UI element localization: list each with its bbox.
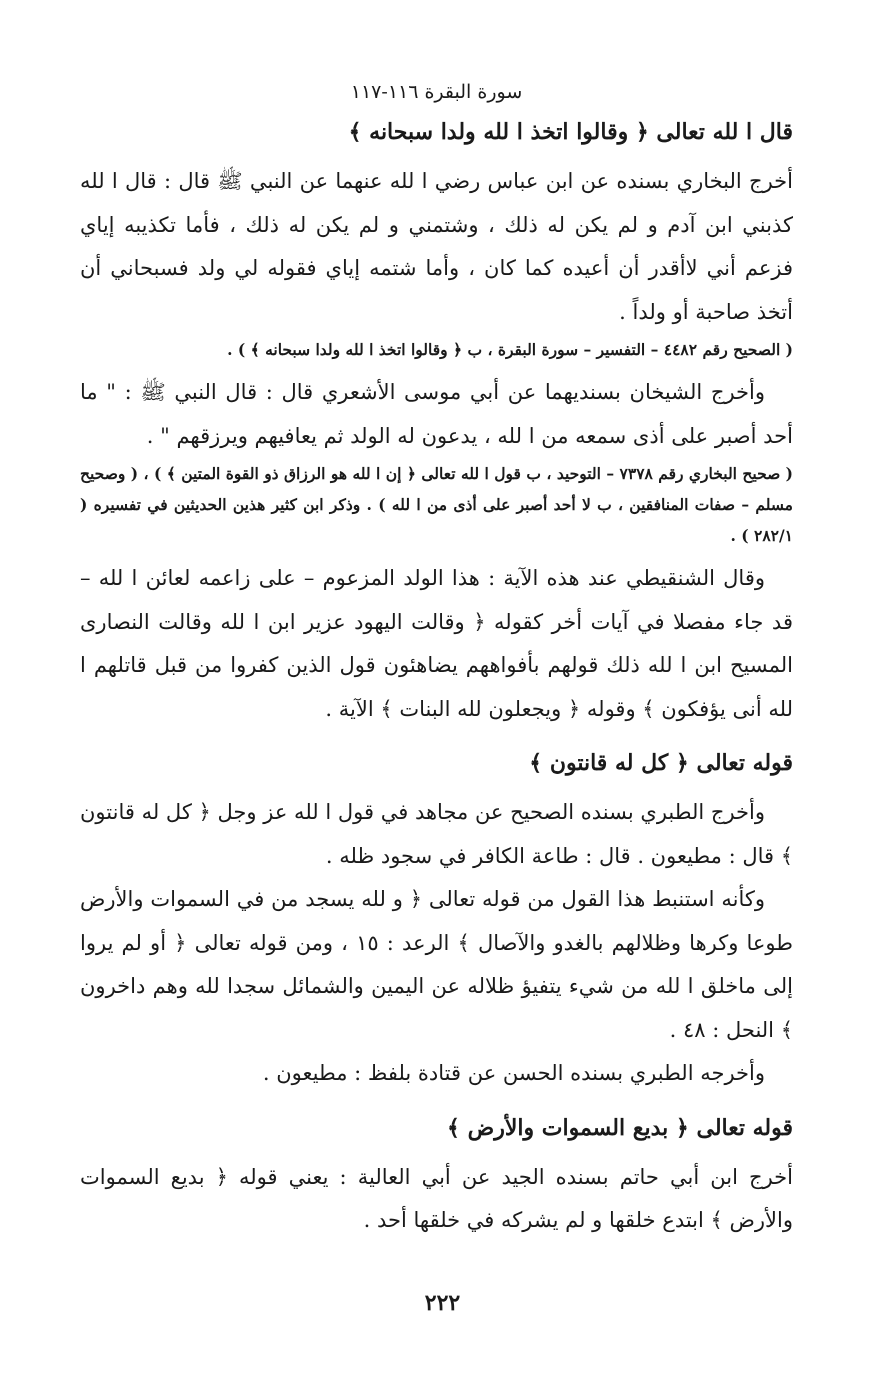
citation-1: ( الصحيح رقم ٤٤٨٢ – التفسير – سورة البقرة ، ب ﴿ وقالوا اتخذ ا لله ولدا سبحانه ﴾ ) .: [227, 340, 793, 359]
paragraph-1-1: أخرج البخاري بسنده عن ابن عباس رضي ا لله عنهما عن النبي ﷺ قال : قال ا لله كذبني ابن آدم و لم يكن له ذلك ، وشتمني و لم يكن له ذلك ، فأما تكذيبه إياي فزعم أني لاأقدر أن أعيده كما كان ، وأما شتمه إياي فقوله لي ولد فسبحاني أن أتخذ صاحبة أو ولداً .: [80, 169, 793, 324]
paragraph-1-3: وقال الشنقيطي عند هذه الآية : هذا الولد المزعوم – على زاعمه لعائن ا لله – قد جاء مفصلا في آيات أخر كقوله ﴿ وقالت اليهود عزير ابن ا لله وقالت النصارى المسيح ابن ا لله ذلك قولهم بأفواههم يضاهئون قول الذين كفروا من قبل قاتلهم ا لله أنى يؤفكون ﴾ وقوله ﴿ ويجعلون لله البنات ﴾ الآية .: [80, 566, 793, 721]
section-heading-2: قوله تعالى ﴿ كل له قانتون ﴾: [529, 750, 793, 776]
running-head: سورة البقرة ١١٦-١١٧: [350, 81, 523, 103]
section-heading-1: قال ا لله تعالى ﴿ وقالوا اتخذ ا لله ولدا سبحانه ﴾: [348, 119, 793, 145]
paragraph-2-1: وأخرج الطبري بسنده الصحيح عن مجاهد في قول ا لله عز وجل ﴿ كل له قانتون ﴾ قال : مطيعون . قال : طاعة الكافر في سجود ظله .: [80, 800, 793, 868]
section-heading-3: قوله تعالى ﴿ بديع السموات والأرض ﴾: [447, 1114, 793, 1141]
paragraph-2-2: وكأنه استنبط هذا القول من قوله تعالى ﴿ و لله يسجد من في السموات والأرض طوعا وكرها وظلالهم بالغدو والآصال ﴾ الرعد : ١٥ ، ومن قوله تعالى ﴿ أو لم يروا إلى ماخلق ا لله من شيء يتفيؤ ظلاله عن اليمين والشمائل سجدا لله وهم داخرون ﴾ النحل : ٤٨ .: [80, 887, 793, 1042]
citation-2: ( صحيح البخاري رقم ٧٣٧٨ – التوحيد ، ب قول ا لله تعالى ﴿ إن ا لله هو الرزاق ذو القوة المتين ﴾ ) ، ( وصحيح مسلم – صفات المنافقين ، ب لا أحد أصبر على أذى من ا لله ) . وذكر ابن كثير هذين الحديثين في تفسيره ( ٢٨٢/١ ) .: [80, 464, 794, 545]
paragraph-1-2: وأخرج الشيخان بسنديهما عن أبي موسى الأشعري قال : قال النبي ﷺ : " ما أحد أصبر على أذى سمعه من ا لله ، يدعون له الولد ثم يعافيهم ويرزقهم " .: [80, 380, 793, 448]
paragraph-3-1: أخرج ابن أبي حاتم بسنده الجيد عن أبي العالية : يعني قوله ﴿ بديع السموات والأرض ﴾ ابتدع خلقها و لم يشركه في خلقها أحد .: [80, 1164, 793, 1232]
paragraph-2-3: وأخرجه الطبري بسنده الحسن عن قتادة بلفظ : مطيعون .: [262, 1061, 765, 1085]
page-number: ٢٢٢: [424, 1290, 461, 1316]
